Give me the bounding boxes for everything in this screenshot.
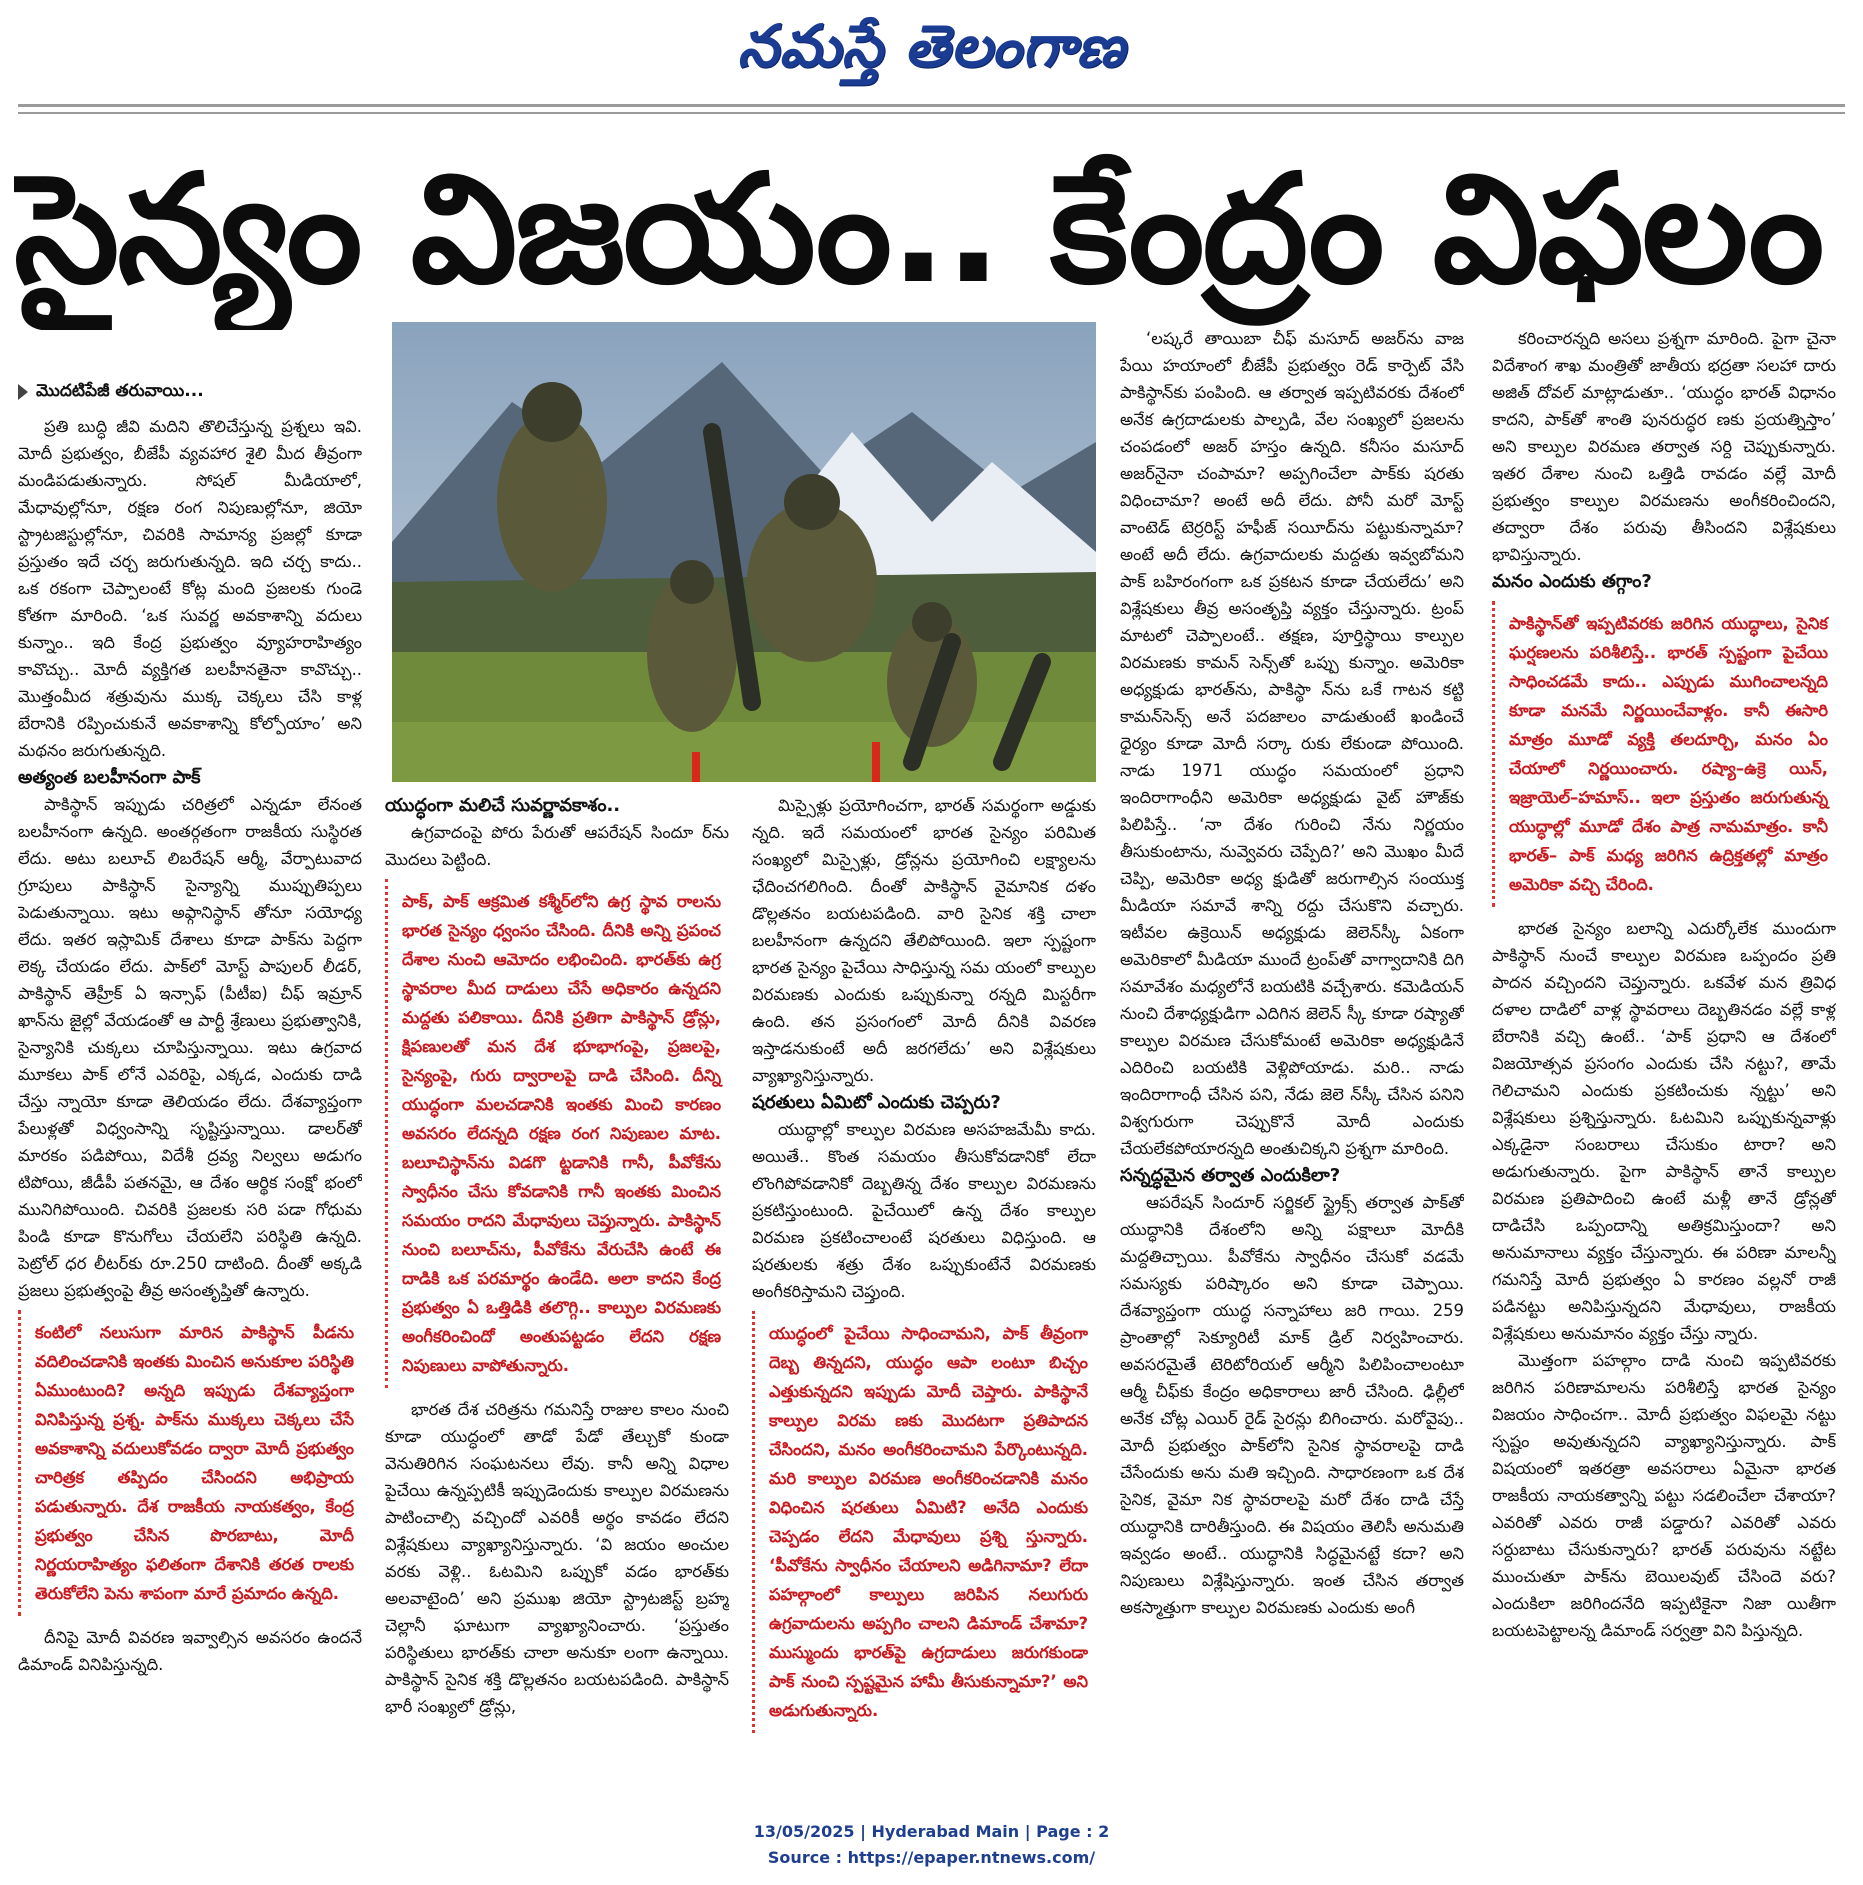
source-url[interactable]: Source : https://epaper.ntnews.com/ — [767, 1848, 1096, 1867]
paragraph: పాకిస్థాన్ ఇప్పుడు చరిత్రలో ఎన్నడూ లేనంత బలహీనంగా ఉన్నది. అంతర్గతంగా రాజకీయ సుస్థిరత లేదు. అటు బలూచ్ లిబరేషన్ ఆర్మీ, వేర్పాటువాద గ్రూపులు పాకిస్థాన్ సైన్యాన్ని ముప్పుతిప్పలు పెడుతున్నాయి. ఇటు అఫ్గానిస్థాన్ తోనూ సయోధ్య లేదు. ఇతర ఇస్లామిక్ దేశాలు కూడా పాక్‌ను పెద్దగా లెక్క చేయడం లేదు. పాక్‌లో మోస్ట్ పాపులర్ లీడర్, పాకిస్థాన్ తెహ్రీక్ ఏ ఇన్సాఫ్ (పీటీఐ) చీఫ్ ఇమ్రాన్ ఖాన్‌ను జైల్లో వేయడంతో ఆ పార్టీ శ్రేణులు ప్రభుత్వానికి, సైన్యానికి చుక్కలు చూపిస్తున్నాయి. ఇటు ఉగ్రవాద మూకలు పాక్ లోనే ఎవరిపై, ఎక్కడ, ఎందుకు దాడి చేస్తు న్నాయో కూడా తెలియడం లేదు. దేశవ్యాప్తంగా పేలుళ్లతో విధ్వంసాన్ని సృష్టిస్తున్నాయి. డాలర్‌తో మారకం పడిపోయి, విదేశీ ద్రవ్య నిల్వలు అడుగం టిపోయి, జీడీపీ పతనమై, ఆ దేశం ఆర్థిక సంక్షో భంలో మునిగిపోయింది. చివరికి ప్రజలకు సరి పడా గోధుమ పిండి కూడా కొనుగోలు చేయలేని పరిస్థితి ఉన్నది. పెట్రోల్ ధర లీటర్‌కు రూ.250 దాటింది. దీంతో అక్కడి ప్రజలు ప్రభుత్వంపై తీవ్ర అసంతృప్తితో ఉన్నారు. — [18, 795, 362, 1300]
masthead-divider-secondary — [18, 112, 1845, 114]
edition-info: 13/05/2025 | Hyderabad Main | Page : 2 — [753, 1822, 1110, 1841]
paragraph: మొత్తంగా పహల్గాం దాడి నుంచి ఇప్పటివరకు జరిగిన పరిణామాలను పరిశీలిస్తే భారత సైన్యం విజయం సాధించగా.. మోదీ ప్రభుత్వం విఫలమై నట్టు స్పష్టం అవుతున్నదని వ్యాఖ్యానిస్తున్నారు. పాక్ విషయంలో ఇతరత్రా అవసరాలు ఏమైనా భారత రాజకీయ నాయకత్వాన్ని పట్టు సడలించేలా చేశాయా? ఎవరితో ఎవరు రాజీ పడ్డారు? ఎవరితో ఎవరు సర్దుబాటు చేసుకున్నారు? భారత్ పరువును నట్టేట ముంచుతూ పాక్‌ను బెయిలవుట్ చేసిందె వరు? ఎందుకిలా జరిగిందనేది ఇప్పటికైనా నిజా యితీగా బయటపెట్టాలన్న డిమాండ్ సర్వత్రా విని పిస్తున్నది. — [1492, 1351, 1836, 1640]
paragraph: ప్రతి బుద్ధి జీవి మదిని తొలిచేస్తున్న ప్రశ్నలు ఇవి. మోదీ ప్రభుత్వం, బీజేపీ వ్యవహార శైలి మీద తీవ్రంగా మండిపడుతున్నారు. సోషల్ మీడియాలో, మేధావుల్లోనూ, రక్షణ రంగ నిపుణుల్లోనూ, జియో స్ట్రాటజిస్టుల్లోనూ, చివరికి సామాన్య ప్రజల్లో కూడా ప్రస్తుతం ఇదే చర్చ జరుగుతున్నది. ఇది చర్చ కాదు.. ఒక రకంగా చెప్పాలంటే కోట్ల మంది ప్రజలకు గుండె కోతగా మారింది. ‘ఒక సువర్ణ అవకాశాన్ని వదులు కున్నాం.. ఇది కేంద్ర ప్రభుత్వం వ్యూహరాహిత్యం కావొచ్చు.. మోదీ వ్యక్తిగత బలహీనతైనా కావొచ్చు.. మొత్తంమీద శత్రువును ముక్క చెక్కలు చేసి కాళ్ల బేరానికి రప్పించుకునే అవకాశాన్ని కోల్పోయాం’ అని మథనం జరుగుతున్నది. — [18, 417, 362, 760]
pull-quote: కంటిలో నలుసుగా మారిన పాకిస్థాన్ పీడను వదిలించడానికి ఇంతకు మించిన అనుకూల పరిస్థితి ఏముంటుంది? అన్నది ఇప్పుడు దేశవ్యాప్తంగా వినిపిస్తున్న ప్రశ్న. పాక్‌ను ముక్కలు చెక్కలు చేసే అవకాశాన్ని వదులుకోవడం ద్వారా మోదీ ప్రభుత్వం చారిత్రక తప్పిదం చేసిందని అభిప్రాయ పడుతున్నారు. దేశ రాజకీయ నాయకత్వం, కేంద్ర ప్రభుత్వం చేసిన పొరబాటు, మోదీ నిర్ణయరాహిత్యం ఫలితంగా దేశానికి తరత రాలకు తెరుకోలేని పెను శాపంగా మారే ప్రమాదం ఉన్నది. — [18, 1310, 362, 1616]
subheading: మనం ఎందుకు తగ్గాం? — [1492, 571, 1652, 592]
article-column-4 — [1120, 325, 1464, 1797]
subheading: సన్నద్ధమైన తర్వాత ఎందుకిలా? — [1120, 1165, 1341, 1186]
article-column-3 — [752, 792, 1096, 1797]
masthead-divider — [18, 104, 1845, 107]
article-column-1 — [18, 378, 362, 1798]
paragraph: యుద్ధాల్లో కాల్పుల విరమణ అసహజమేమీ కాదు. అయితే.. కొంత సమయం తీసుకోవడానికో లేదా లొంగిపోవడానికో దెబ్బతిన్న దేశం కాల్పుల విరమణను ప్రకటిస్తుంటుంది. పైచేయిలో ఉన్న దేశం కాల్పుల విరమణ ప్రకటించాలంటే షరతులు విధిస్తుంది. ఆ షరతులకు శత్రు దేశం ఒప్పుకుంటేనే విరమణకు అంగీకరిస్తామని చెప్తుంది. — [752, 1120, 1096, 1301]
paragraph: దీనిపై మోదీ వివరణ ఇవ్వాల్సిన అవసరం ఉందనే డిమాండ్ వినిపిస్తున్నది. — [18, 1628, 362, 1674]
masthead — [0, 0, 1863, 96]
paragraph: ‘లష్కరే తాయిబా చీఫ్ మసూద్ అజర్‌ను వాజ పేయి హయాంలో బీజేపీ ప్రభుత్వం రెడ్ కార్పెట్ వేసి పాకిస్థాన్‌కు పంపింది. ఆ తర్వాత ఇప్పటివరకు దేశంలో అనేక ఉగ్రదాడులకు పాల్పడి, వేల సంఖ్యలో ప్రజలను చంపడంలో అజర్ హస్తం ఉన్నది. కనీసం మసూద్ అజర్‌నైనా చంపామా? అప్పగించేలా పాక్‌కు షరతు విధించామా? అంటే అదీ లేదు. పోనీ మరో మోస్ట్ వాంటెడ్ టెర్రరిస్ట్ హఫీజ్ సయీద్‌ను పట్టుకున్నామా? అంటే అదీ లేదు. ఉగ్రవాదులకు మద్దతు ఇవ్వబోమని పాక్ బహిరంగంగా ఒక ప్రకటన కూడా చేయలేదు’ అని విశ్లేషకులు తీవ్ర అసంతృప్తి వ్యక్తం చేస్తున్నారు. ట్రంప్ మాటలో చెప్పాలంటే.. తక్షణ, పూర్తిస్థాయి కాల్పుల విరమణకు కామన్ సెన్స్‌తో ఒప్పు కున్నాం. అమెరికా అధ్యక్షుడు భారత్‌ను, పాకిస్థా న్‌ను ఒకే గాటన కట్టి కామన్‌సెన్స్ అనే పదజాలం వాడుతుంటే ఖండించే ధైర్యం కూడా మోదీ సర్కా రుకు లేకుండా పోయింది. నాడు 1971 యుద్ధం సమయంలో ప్రధాని ఇందిరాగాంధీని అమెరికా అధ్యక్షుడు వైట్ హౌజ్‌కు పిలిపిస్తే.. ‘నా దేశం గురించి నేను నిర్ణయం తీసుకుంటాను, నువ్వెవరు చెప్పేది?’ అని మొఖం మీదే చెప్పి, అమెరికా అధ్య క్షుడితో జరుగాల్సిన సంయుక్త మీడియా సమావే శాన్ని రద్దు చేసుకొని వచ్చారు. ఇటీవల ఉక్రెయిన్ అధ్యక్షుడు జెలెన్‌స్కీ ఏకంగా అమెరికాలో మీడియా ముందే ట్రంప్‌తో వాగ్వాదానికి దిగి సమావేశం మధ్యలోనే బయటికి వచ్చేశారు. కమెడియన్ నుంచి దేశాధ్యక్షుడిగా ఎదిగిన జెలెన్ స్కీ కూడా రష్యాతో కాల్పుల విరమణ చేసుకోమంటే అమెరికా అధ్యక్షుడినే ఎదిరించి బయటికి వెళ్లిపోయాడు. మరి.. నాడు ఇందిరాగాంధీ చేసిన పని, నేడు జెలె న్‌స్కీ చేసిన పనిని విశ్వగురుగా చెప్పుకొనే మోదీ ఎందుకు చేయలేకపోయారన్నది అంతుచిక్కని ప్రశ్నగా మారింది. — [1120, 329, 1464, 1158]
paragraph: మిస్సైళ్లు ప్రయోగించగా, భారత్ సమర్థంగా అడ్డుకు న్నది. ఇదే సమయంలో భారత సైన్యం పరిమిత సంఖ్యలో మిస్సైళ్లు, డ్రోన్లను ప్రయోగించి లక్ష్యాలను ఛేదించగలిగింది. దీంతో పాకిస్థాన్ వైమానిక దళం డొల్లతనం బయటపడింది. వారి సైనిక శక్తి చాలా బలహీనంగా ఉన్నదని తేలిపోయింది. ఇలా స్పష్టంగా భారత సైన్యం పైచేయి సాధిస్తున్న సమ యంలో కాల్పుల విరమణకు ఎందుకు ఒప్పుకున్నా రన్నది మిస్టరీగా ఉంది. తన ప్రసంగంలో మోదీ దీనికి వివరణ ఇస్తాడనుకుంటే అదీ జరగలేదు’ అని విశ్లేషకులు వ్యాఖ్యానిస్తున్నారు. — [752, 796, 1096, 1085]
arrow-right-icon — [18, 384, 28, 400]
subheading: అత్యంత బలహీనంగా పాక్ — [18, 767, 201, 788]
pull-quote: పాక్, పాక్ ఆక్రమిత కశ్మీర్‌లోని ఉగ్ర స్థావ రాలను భారత సైన్యం ధ్వంసం చేసింది. దీనికి అన్ని ప్రపంచ దేశాల నుంచి ఆమోదం లభించింది. భారత్‌కు ఉగ్ర స్థావరాల మీద దాడులు చేసే అధికారం ఉన్నదని మద్దతు పలికాయి. దీనికి ప్రతిగా పాకిస్థాన్ డ్రోన్లు, క్షిపణులతో మన దేశ భూభాగంపై, ప్రజలపై, సైన్యంపై, గురు ద్వారాలపై దాడి చేసింది. దీన్ని యుద్ధంగా మలచడానికి ఇంతకు మించి కారణం అవసరం లేదన్నది రక్షణ రంగ నిపుణుల మాట. బలూచిస్థాన్‌ను విడగొ ట్టడానికి గానీ, పీవోకేను స్వాధీనం చేసు కోవడానికి గానీ ఇంతకు మించిన సమయం రాదని మేధావులు చెప్తున్నారు. పాకిస్థాన్ నుంచి బలూచ్‌ను, పీవోకేను వేరుచేసి ఉంటే ఈ దాడికి ఒక పరమార్థం ఉండేది. అలా కాదని కేంద్ర ప్రభుత్వం ఏ ఒత్తిడికి తలొగ్గి.. కాల్పుల విరమణకు అంగీకరించిందో అంతుపట్టడం లేదని రక్షణ నిపుణులు వాపోతున్నారు. — [385, 879, 729, 1388]
soldiers-mortar-drill-illustration — [392, 322, 1096, 782]
paragraph: భారత దేశ చరిత్రను గమనిస్తే రాజుల కాలం నుంచి కూడా యుద్ధంలో తాడో పేడో తేల్చుకో కుండా వెనుతిరిగిన సంఘటనలు లేవు. కానీ అన్ని విధాల పైచేయి ఉన్నప్పటికీ ఇప్పుడెందుకు కాల్పుల విరమణను పాటించాల్సి వచ్చిందో ఎవరికీ అర్థం కావడం లేదని విశ్లేషకులు వ్యాఖ్యానిస్తున్నారు. ‘వి జయం అంచుల వరకు వెళ్లి.. ఓటమిని ఒప్పుకో వడం భారత్‌కు అలవాటైంది’ అని ప్రముఖ జియో స్ట్రాటజిస్ట్ బ్రహ్మ చెల్లానీ ఘాటుగా వ్యాఖ్యానించారు. ‘ప్రస్తుతం పరిస్థితులు భారత్‌కు చాలా అనుకూ లంగా ఉన్నాయి. పాకిస్థాన్ సైనిక శక్తి డొల్లతనం బయటపడింది. పాకిస్థాన్ భారీ సంఖ్యలో డ్రోన్లు, — [385, 1400, 729, 1716]
soldiers-photo — [392, 322, 1096, 782]
pull-quote: యుద్ధంలో పైచేయి సాధించామని, పాక్ తీవ్రంగా దెబ్బ తిన్నదని, యుద్ధం ఆపా లంటూ బిచ్చం ఎత్తుకున్నదని ఇప్పుడు మోదీ చెప్తారు. పాకిస్థానే కాల్పుల విరమ ణకు మొదటగా ప్రతిపాదన చేసిందని, మనం అంగీకరించామని పేర్కొంటున్నది. మరి కాల్పుల విరమణ అంగీకరించడానికి మనం విధించిన షరతులు ఏమిటి? అనేది ఎందుకు చెప్పడం లేదని మేధావులు ప్రశ్ని స్తున్నారు. ‘పీవోకేను స్వాధీనం చేయాలని అడిగినామా? లేదా పహల్గాంలో కాల్పులు జరిపిన నలుగురు ఉగ్రవాదులను అప్పగిం చాలని డిమాండ్ చేశామా? ముస్ముందు భారత్‌పై ఉగ్రదాడులు జరుగకుండా పాక్ నుంచి స్పష్టమైన హామీ తీసుకున్నామా?’ అని అడుగుతున్నారు. — [752, 1311, 1096, 1733]
article-column-2 — [385, 792, 729, 1797]
pull-quote: పాకిస్థాన్‌తో ఇప్పటివరకు జరిగిన యుద్ధాలు, సైనిక ఘర్షణలను పరిశీలిస్తే.. భారత్ స్పష్టంగా పైచేయి సాధించడమే కాదు.. ఎప్పుడు ముగించాలన్నది కూడా మనమే నిర్ణయించేవాళ్లం. కానీ ఈసారి మాత్రం మూడో వ్యక్తి తలదూర్చి, మనం ఏం చేయాలో నిర్ణయించారు. రష్యా–ఉక్రె యిన్, ఇజ్రాయెల్–హమాస్.. ఇలా ప్రస్తుతం జరుగుతున్న యుద్ధాల్లో మూడో దేశం పాత్ర నామమాత్రం. కానీ భారత్– పాక్ మధ్య జరిగిన ఉద్రిక్తతల్లో మాత్రం అమెరికా వచ్చి చేరింది. — [1492, 601, 1836, 907]
main-headline: సైన్యం విజయం.. కేంద్రం విఫలం — [14, 143, 1823, 317]
subheading: యుద్ధంగా మలిచే సువర్ణావకాశం.. — [385, 795, 621, 816]
article-column-5 — [1492, 325, 1836, 1797]
paragraph: భారత సైన్యం బలాన్ని ఎదుర్కోలేక ముందుగా పాకిస్థాన్ నుంచే కాల్పుల విరమణ ఒప్పందం ప్రతి పాదన వచ్చిందని చెప్తున్నారు. ఒకవేళ మన త్రివిధ దళాల దాడిలో వాళ్ల స్థావరాలు దెబ్బతినడం వల్లే కాళ్ల బేరానికి వచ్చి ఉంటే.. ‘పాక్ ప్రధాని ఆ దేశంలో విజయోత్సవ ప్రసంగం ఎందుకు చేసి నట్టు?, తామే గెలిచామని ఎందుకు ప్రకటించుకు న్నట్టు’ అని విశ్లేషకులు ప్రశ్నిస్తున్నారు. ఓటమిని ఒప్పుకున్నవాళ్లు ఎక్కడైనా సంబరాలు చేసుకుం టారా? అని అడుగుతున్నారు. పైగా పాకిస్థాన్ తానే కాల్పుల విరమణ ప్రతిపాదించి ఉంటే మళ్లీ తానే డ్రోన్లతో దాడిచేసి ఒప్పందాన్ని అతిక్రమిస్తుందా? అని అనుమానాలు వ్యక్తం చేస్తున్నారు. ఈ పరిణా మాలన్నీ గమనిస్తే మోదీ ప్రభుత్వం ఏ కారణం వల్లనో రాజీ పడినట్టు అనిపిస్తున్నదని మేధావులు, రాజకీయ విశ్లేషకులు అనుమానం వ్యక్తం చేస్తు న్నారు. — [1492, 919, 1836, 1343]
continuation-kicker — [18, 378, 362, 405]
paragraph: కరించారన్నది అసలు ప్రశ్నగా మారింది. పైగా చైనా విదేశాంగ శాఖ మంత్రితో జాతీయ భద్రతా సలహా దారు అజిత్ దోవల్ మాట్లాడుతూ.. ‘యుద్ధం భారత్ విధానం కాదని, పాక్‌తో శాంతి పునరుద్ధర ణకు ప్రయత్నిస్తాం’ అని కాల్పుల విరమణ తర్వాత సర్ది చెప్పుకున్నారు. ఇతర దేశాల నుంచి ఒత్తిడి రావడం వల్లే మోదీ ప్రభుత్వం కాల్పుల విరమణను అంగీకరించిందని, తద్వారా దేశం పరువు తీసిందని విశ్లేషకులు భావిస్తున్నారు. — [1492, 329, 1836, 564]
paragraph: ఉగ్రవాదంపై పోరు పేరుతో ఆపరేషన్ సిందూ ర్‌ను మొదలు పెట్టింది. — [385, 823, 729, 869]
subheading: షరతులు ఏమిటో ఎందుకు చెప్పరు? — [752, 1092, 1001, 1113]
paragraph: ఆపరేషన్ సిందూర్ సర్జికల్ స్ట్రైక్స్ తర్వాత పాక్‌తో యుద్ధానికి దేశంలోని అన్ని పక్షాలూ మోదీకి మద్దతిచ్చాయి. పీవోకేను స్వాధీనం చేసుకో వడమే సమస్యకు పరిష్కారం అని కూడా చెప్పాయి. దేశవ్యాప్తంగా యుద్ధ సన్నాహాలు జరి గాయి. 259 ప్రాంతాల్లో సెక్యూరిటీ మాక్ డ్రిల్ నిర్వహించారు. అవసరమైతే టెరిటోరియల్ ఆర్మీని పిలిపించాలంటూ ఆర్మీ చీఫ్‌కు కేంద్రం అధికారాలు జారీ చేసింది. ఢిల్లీలో అనేక చోట్ల ఎయిర్ రైడ్ సైరన్లు బిగించారు. మరోవైపు.. మోదీ ప్రభుత్వం పాక్‌లోని సైనిక స్థావరాలపై దాడి చేసేందుకు అను మతి ఇచ్చింది. సాధారణంగా ఒక దేశ సైనిక, వైమా నిక స్థావరాలపై మరో దేశం దాడి చేస్తే యుద్ధానికి దారితీస్తుంది. ఈ విషయం తెలిసీ అనుమతి ఇవ్వడం అంటే.. యుద్ధానికి సిద్ధమైనట్టే కదా? అని నిపుణులు విశ్లేషిస్తున్నారు. ఇంత చేసిన తర్వాత అకస్మాత్తుగా కాల్పుల విరమణకు ఎందుకు అంగీ — [1120, 1193, 1464, 1617]
kicker-label: మొదటిపేజీ తరువాయి... — [36, 381, 204, 401]
newspaper-logo: నమస్తే తెలంగాణ — [737, 12, 1126, 80]
